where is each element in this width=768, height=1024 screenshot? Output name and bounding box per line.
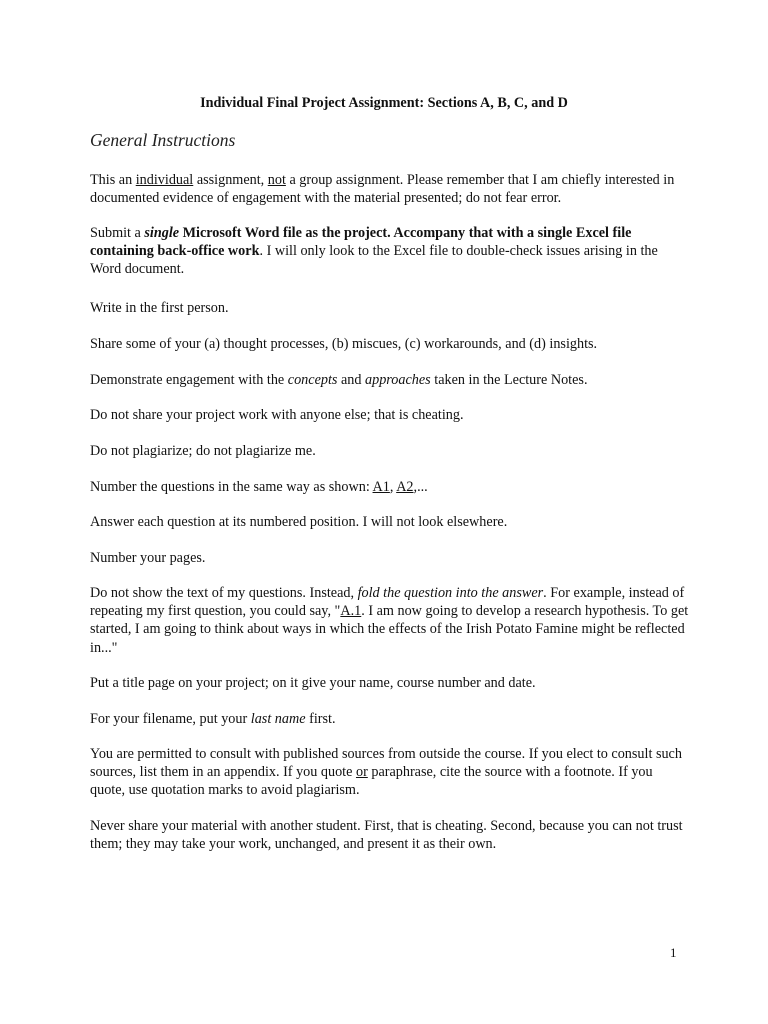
paragraph-never-share: Never share your material with another student. First, that is cheating. Second, because you can not trust them; they may take your work, unchanged, and present it as their own. <box>90 818 683 853</box>
bold-text: Microsoft Word file as the project. Accompany that with a single Excel file containing back-office work <box>90 225 632 260</box>
section-heading: General Instructions <box>90 130 236 150</box>
text: For your filename, put your <box>90 711 251 727</box>
paragraph-no-sharing: Do not share your project work with anyone else; that is cheating. <box>90 407 464 423</box>
text: and <box>337 372 366 388</box>
text: . I will only look to the Excel file to double-check issues arising in the Word document. <box>90 243 658 278</box>
text: Submit a <box>90 225 145 241</box>
text: Demonstrate engagement with the <box>90 372 288 388</box>
italic-text: fold the question into the answer <box>357 585 544 601</box>
text: first. <box>305 711 336 727</box>
text: . For example, instead of repeating my first question, you could say, " <box>90 585 685 620</box>
text: Do not show the text of my questions. Instead, <box>90 585 358 601</box>
italic-text: approaches <box>365 372 431 388</box>
text: assignment, <box>193 172 268 188</box>
paragraph-individual-assignment <box>90 171 690 207</box>
underlined-text: A1 <box>372 479 390 495</box>
paragraph-engagement <box>90 371 690 389</box>
paragraph-share-thoughts: Share some of your (a) thought processes, (b) miscues, (c) workarounds, and (d) insights. <box>90 336 598 352</box>
paragraph-title-page: Put a title page on your project; on it give your name, course number and date. <box>90 675 536 691</box>
bold-italic-text: single <box>144 225 180 241</box>
paragraph-filename <box>90 710 690 728</box>
text: , <box>389 479 397 495</box>
underlined-text: not <box>267 172 286 188</box>
underlined-text: A2 <box>396 479 414 495</box>
paragraph-answer-position: Answer each question at its numbered position. I will not look elsewhere. <box>90 514 508 530</box>
underlined-text: individual <box>135 172 194 188</box>
paragraph-no-plagiarism: Do not plagiarize; do not plagiarize me. <box>90 443 316 459</box>
underlined-text: A.1 <box>340 603 362 620</box>
text: . I am now going to develop a research hypothesis. To get started, I am going to think about ways in which the effects of the Irish Potato Famine might be reflected in..." <box>90 603 689 656</box>
paragraph-submit-files <box>90 224 690 279</box>
paragraph-fold-question <box>90 584 690 657</box>
text: This an <box>90 172 136 188</box>
text: ,... <box>413 479 428 495</box>
paragraph-outside-sources <box>90 745 690 800</box>
text: Number the questions in the same way as shown: <box>90 479 373 495</box>
underlined-text: or <box>355 764 368 781</box>
italic-text: last name <box>250 711 306 727</box>
paragraph-first-person: Write in the first person. <box>90 300 229 316</box>
page-title: Individual Final Project Assignment: Sections A, B, C, and D <box>200 95 568 111</box>
text: taken in the Lecture Notes. <box>430 372 588 388</box>
italic-text: concepts <box>287 372 338 388</box>
paragraph-number-pages: Number your pages. <box>90 550 206 566</box>
page-number: 1 <box>670 945 677 960</box>
text: You are permitted to consult with published sources from outside the course. If you elect to consult such sources, list them in an appendix. If you quote <box>90 746 682 781</box>
text: paraphrase, cite the source with a footnote. If you quote, use quotation marks to avoid plagiarism. <box>90 764 653 799</box>
text: a group assignment. Please remember that I am chiefly interested in documented evidence of engagement with the material presented; do not fear error. <box>90 172 675 207</box>
paragraph-numbering <box>90 478 690 496</box>
